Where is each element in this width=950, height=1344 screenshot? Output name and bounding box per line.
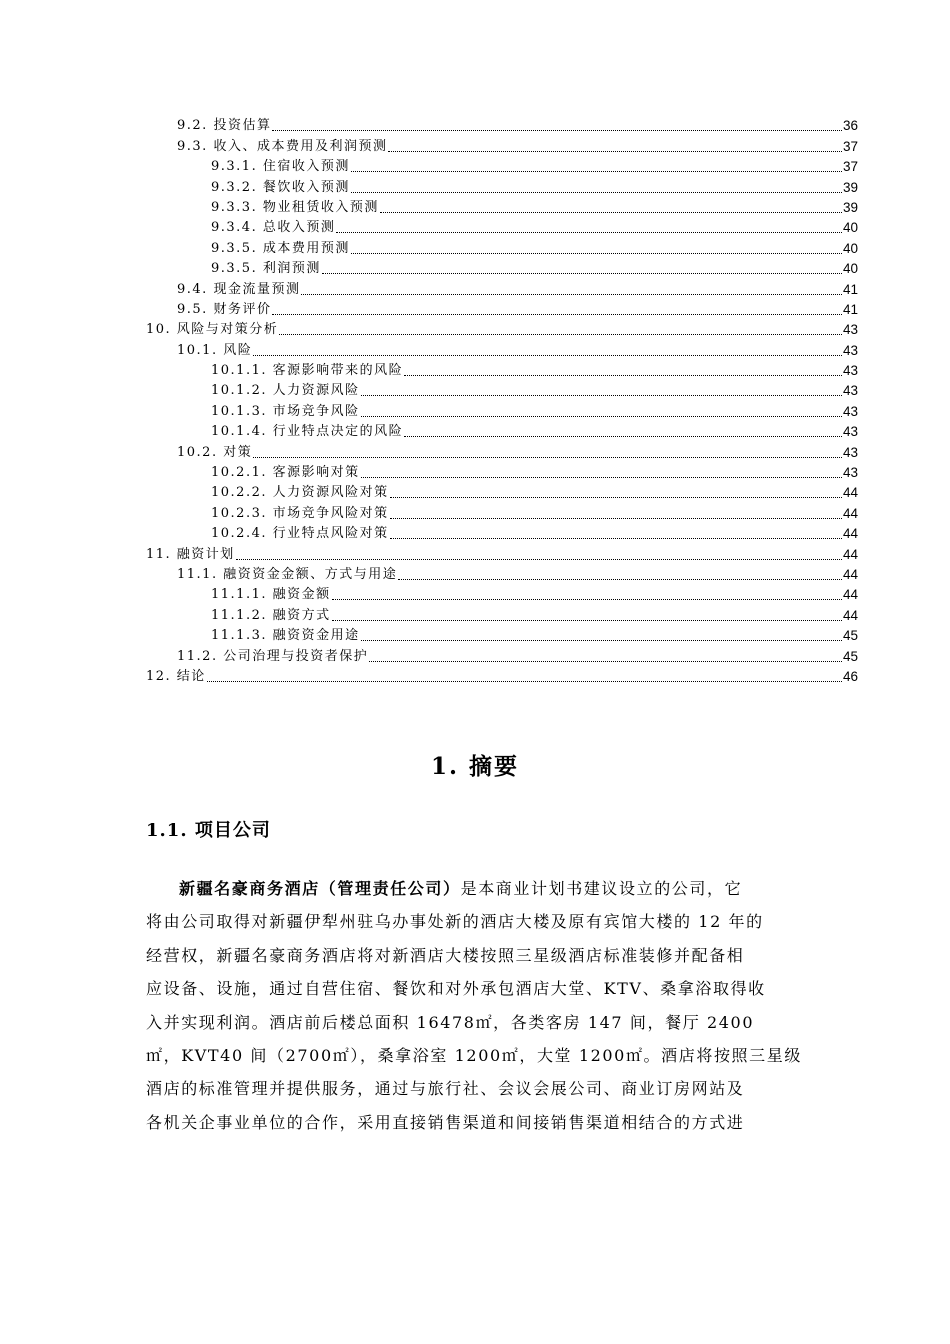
toc-entry-label: 11.2. 公司治理与投资者保护 [177, 648, 369, 664]
toc-entry[interactable] [0, 298, 858, 318]
toc-entry-page: 43 [842, 465, 858, 481]
toc-leader-dots [332, 598, 842, 600]
toc-entry-label: 10.2.3. 市场竞争风险对策 [211, 505, 389, 521]
toc-entry-page: 40 [842, 220, 858, 236]
toc-entry-page: 44 [842, 505, 858, 521]
toc-leader-dots [332, 619, 842, 621]
toc-leader-dots [361, 476, 842, 478]
toc-leader-dots [336, 231, 842, 233]
toc-entry-page: 45 [842, 628, 858, 644]
toc-entry-page: 41 [842, 301, 858, 317]
toc-entry[interactable] [0, 420, 858, 440]
toc-entry-page: 37 [842, 159, 858, 175]
toc-entry-page: 43 [842, 342, 858, 358]
toc-entry[interactable] [0, 196, 858, 216]
toc-leader-dots [272, 313, 842, 315]
toc-entry-label: 9.2. 投资估算 [177, 118, 272, 134]
toc-entry-page: 45 [842, 648, 858, 664]
toc-entry-page: 44 [842, 566, 858, 582]
toc-entry-label: 10.1. 风险 [177, 342, 253, 358]
toc-leader-dots [253, 456, 842, 458]
toc-leader-dots [404, 374, 842, 376]
toc-entry[interactable] [0, 236, 858, 256]
toc-leader-dots [301, 293, 842, 295]
subsection-heading-project-company: 1.1. 项目公司 [146, 820, 271, 841]
toc-leader-dots [404, 435, 842, 437]
toc-entry[interactable] [0, 134, 858, 154]
toc-entry-label: 10. 风险与对策分析 [146, 322, 279, 338]
toc-leader-dots [351, 170, 842, 172]
toc-entry-page: 46 [842, 668, 858, 684]
toc-entry-label: 9.3.2. 餐饮收入预测 [211, 179, 350, 195]
toc-entry-label: 9.4. 现金流量预测 [177, 281, 301, 297]
toc-entry[interactable] [0, 440, 858, 460]
paragraph-line: 入并实现利润。酒店前后楼总面积 16478㎡，各类客房 147 间，餐厅 2400 [146, 1012, 755, 1032]
toc-entry[interactable] [0, 624, 858, 644]
toc-leader-dots [380, 211, 842, 213]
toc-leader-dots [390, 537, 842, 539]
section-heading-summary: 1. 摘要 [430, 753, 520, 780]
toc-entry-page: 43 [842, 383, 858, 399]
toc-entry-label: 10.2.2. 人力资源风险对策 [211, 485, 389, 501]
toc-leader-dots [253, 354, 842, 356]
toc-entry[interactable] [0, 522, 858, 542]
toc-leader-dots [351, 191, 842, 193]
toc-entry-label: 11. 融资计划 [146, 546, 235, 562]
toc-entry[interactable] [0, 461, 858, 481]
toc-leader-dots [351, 252, 842, 254]
toc-entry[interactable] [0, 114, 858, 134]
toc-leader-dots [398, 578, 842, 580]
toc-leader-dots [361, 415, 842, 417]
toc-entry-page: 41 [842, 281, 858, 297]
toc-entry[interactable] [0, 318, 858, 338]
body-paragraph [146, 872, 806, 1139]
toc-leader-dots [236, 558, 842, 560]
toc-entry-label: 10.1.4. 行业特点决定的风险 [211, 424, 404, 440]
toc-entry[interactable] [0, 277, 858, 297]
toc-entry[interactable] [0, 644, 858, 664]
toc-entry-label: 11.1.2. 融资方式 [211, 607, 331, 623]
toc-entry-label: 10.2. 对策 [177, 444, 253, 460]
toc-entry-label: 10.2.1. 客源影响对策 [211, 465, 360, 481]
toc-entry-page: 43 [842, 444, 858, 460]
toc-entry[interactable] [0, 175, 858, 195]
toc-entry-page: 39 [842, 179, 858, 195]
toc-entry-label: 12. 结论 [146, 668, 206, 684]
paragraph-line: 应设备、设施，通过自营住宿、餐饮和对外承包酒店大堂、KTV、桑拿浴取得收 [146, 979, 766, 999]
toc-entry[interactable] [0, 359, 858, 379]
toc-entry-page: 44 [842, 485, 858, 501]
toc-entry[interactable] [0, 216, 858, 236]
toc-entry-page: 44 [842, 607, 858, 623]
paragraph-line: ㎡，KVT40 间（2700㎡），桑拿浴室 1200㎡，大堂 1200㎡。酒店将按照三星级 [146, 1045, 802, 1065]
toc-leader-dots [388, 150, 842, 152]
paragraph-line: 将由公司取得对新疆伊犁州驻乌办事处新的酒店大楼及原有宾馆大楼的 12 年的 [146, 912, 764, 932]
toc-leader-dots [361, 394, 842, 396]
toc-entry[interactable] [0, 155, 858, 175]
toc-entry-page: 40 [842, 240, 858, 256]
toc-entry-label: 10.1.2. 人力资源风险 [211, 383, 360, 399]
toc-entry-page: 43 [842, 363, 858, 379]
toc-entry-page: 39 [842, 199, 858, 215]
table-of-contents [0, 114, 950, 685]
toc-entry-label: 11.1. 融资资金金额、方式与用途 [177, 566, 398, 582]
toc-leader-dots [369, 660, 842, 662]
toc-entry[interactable] [0, 379, 858, 399]
toc-entry-page: 36 [842, 118, 858, 134]
paragraph-line: 各机关企事业单位的合作，采用直接销售渠道和间接销售渠道相结合的方式进 [146, 1112, 745, 1132]
toc-entry-label: 9.3.3. 物业租赁收入预测 [211, 199, 379, 215]
toc-entry-label: 9.5. 财务评价 [177, 301, 272, 317]
toc-leader-dots [361, 639, 842, 641]
toc-entry[interactable] [0, 665, 858, 685]
toc-entry-page: 44 [842, 526, 858, 542]
toc-entry[interactable] [0, 501, 858, 521]
toc-entry[interactable] [0, 563, 858, 583]
toc-entry[interactable] [0, 481, 858, 501]
toc-entry[interactable] [0, 338, 858, 358]
toc-entry[interactable] [0, 583, 858, 603]
toc-entry-label: 10.2.4. 行业特点风险对策 [211, 526, 389, 542]
toc-leader-dots [390, 496, 842, 498]
toc-entry-label: 10.1.1. 客源影响带来的风险 [211, 363, 404, 379]
toc-entry-page: 43 [842, 403, 858, 419]
toc-entry-page: 37 [842, 138, 858, 154]
toc-entry-page: 43 [842, 322, 858, 338]
toc-entry[interactable] [0, 399, 858, 419]
paragraph-line: 经营权，新疆名豪商务酒店将对新酒店大楼按照三星级酒店标准装修并配备相 [146, 945, 745, 965]
toc-entry-label: 9.3. 收入、成本费用及利润预测 [177, 138, 388, 154]
toc-entry-label: 9.3.1. 住宿收入预测 [211, 159, 350, 175]
toc-entry-label: 9.3.4. 总收入预测 [211, 220, 336, 236]
toc-entry-label: 11.1.3. 融资资金用途 [211, 628, 360, 644]
company-name: 新疆名豪商务酒店（管理责任公司） [179, 879, 461, 898]
toc-entry-page: 43 [842, 424, 858, 440]
toc-entry-label: 9.3.5. 成本费用预测 [211, 240, 350, 256]
toc-leader-dots [272, 129, 842, 131]
toc-entry[interactable] [0, 542, 858, 562]
paragraph-line-text: 是本商业计划书建议设立的公司，它 [460, 879, 743, 898]
toc-leader-dots [322, 272, 842, 274]
toc-entry-label: 9.3.5. 利润预测 [211, 261, 321, 277]
paragraph-line [146, 872, 806, 905]
toc-entry[interactable] [0, 257, 858, 277]
toc-entry-page: 40 [842, 261, 858, 277]
paragraph-line: 酒店的标准管理并提供服务，通过与旅行社、会议会展公司、商业订房网站及 [146, 1079, 745, 1099]
toc-entry-label: 10.1.3. 市场竞争风险 [211, 403, 360, 419]
toc-entry-page: 44 [842, 546, 858, 562]
toc-entry[interactable] [0, 603, 858, 623]
toc-leader-dots [279, 333, 842, 335]
toc-entry-page: 44 [842, 587, 858, 603]
toc-entry-label: 11.1.1. 融资金额 [211, 587, 331, 603]
toc-leader-dots [207, 680, 842, 682]
toc-leader-dots [390, 517, 842, 519]
